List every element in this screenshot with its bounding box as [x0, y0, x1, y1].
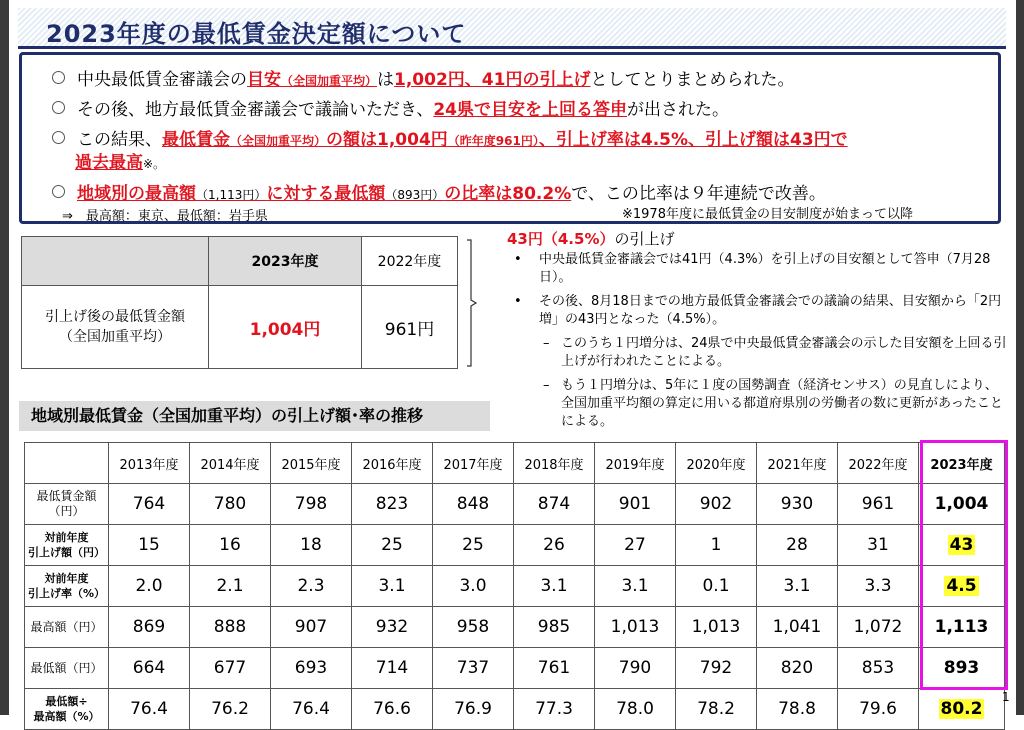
- table-cell: 985: [514, 607, 595, 648]
- text-red-small: （昨年度961円）: [447, 134, 539, 148]
- circle-bullet-icon: [52, 101, 65, 114]
- highlighted-value: 80.2: [940, 699, 983, 719]
- table-cell: 932: [352, 607, 433, 648]
- table-cell: 3.1: [757, 566, 838, 607]
- row-header: 最高額（円）: [25, 607, 109, 648]
- circle-bullet-icon: [52, 71, 65, 84]
- heading-red: 43円（4.5%）: [507, 230, 615, 248]
- row-header-line2: 引上げ率（%）: [27, 587, 106, 600]
- table-cell: 3.3: [838, 566, 919, 607]
- table-cell: 0.1: [676, 566, 757, 607]
- table-cell: 3.1: [595, 566, 676, 607]
- text-red-small: （全国加重平均）: [230, 134, 327, 148]
- table-cell: 761: [514, 648, 595, 689]
- table-cell: 780: [190, 484, 271, 525]
- bullet-dot-icon: •: [514, 294, 522, 309]
- table-row-min: [25, 648, 1005, 689]
- page-number: 1: [1002, 690, 1010, 704]
- circle-bullet-icon: [52, 185, 65, 198]
- table-cell-2023: 1,004: [919, 484, 1005, 525]
- table-cell: 869: [109, 607, 190, 648]
- table-cell: 76.4: [271, 689, 352, 730]
- table-cell: 1,072: [838, 607, 919, 648]
- footnote: ※1978年度に最低賃金の目安制度が始まって以降: [622, 207, 913, 222]
- row-header: [25, 566, 109, 607]
- row-header-line1: 最低賃金額: [36, 489, 97, 503]
- text-red: の比率は80.2%: [444, 184, 572, 204]
- text-red: の額は1,004円: [326, 130, 448, 150]
- year-header: 2018年度: [514, 443, 595, 484]
- text: この結果、: [77, 130, 162, 150]
- row-header-line1: 対前年度: [44, 572, 89, 585]
- year-header: 2022年度: [838, 443, 919, 484]
- year-header: 2017年度: [433, 443, 514, 484]
- table-cell: 1,041: [757, 607, 838, 648]
- table-cell: 1: [676, 525, 757, 566]
- right-bullet-2: その後、8月18日までの地方最低賃金審議会での議論の結果、目安額から「2円増」の43円となった（4.5%）。: [539, 294, 1002, 327]
- text: が出された。: [627, 100, 729, 120]
- table-cell-2023: 893: [919, 648, 1005, 689]
- table-cell: 78.2: [676, 689, 757, 730]
- table-cell: 820: [757, 648, 838, 689]
- row-header-line2: 引上げ額（円）: [28, 546, 105, 559]
- table-row-ratio: [25, 689, 1005, 730]
- highlighted-value: 4.5: [946, 576, 977, 596]
- wage-trend-table: [24, 442, 1005, 730]
- summary-line-2: [52, 95, 729, 120]
- window-frame-right: [1016, 0, 1024, 715]
- summary-line-3b: [75, 148, 165, 173]
- table-row-min-wage: [25, 484, 1005, 525]
- text-red-small: （全国加重平均）: [281, 74, 378, 88]
- year-header: 2021年度: [757, 443, 838, 484]
- table-cell: 26: [514, 525, 595, 566]
- summary-line-3: [52, 125, 848, 150]
- year-header-2023: 2023年度: [919, 443, 1005, 484]
- table-cell: 823: [352, 484, 433, 525]
- page-title: 2023年度の最低賃金決定額について: [46, 20, 467, 48]
- table-row-max: [25, 607, 1005, 648]
- row-header-line1: 最低額÷: [45, 695, 88, 708]
- row-label-line1: 引上げ後の最低賃金額: [45, 309, 185, 325]
- table-cell: 78.8: [757, 689, 838, 730]
- right-sub-2: もう１円増分は、5年に１度の国勢調査（経済センサス）の見直しにより、全国加重平均額の算定に用いる都道府県別の労働者の数に更新があったことによる。: [561, 378, 1003, 429]
- table-cell: 874: [514, 484, 595, 525]
- text: 中央最低賃金審議会の: [77, 70, 247, 90]
- table-cell: 1,013: [595, 607, 676, 648]
- header-row: [25, 443, 1005, 484]
- table-cell: 3.1: [352, 566, 433, 607]
- table-cell: 798: [271, 484, 352, 525]
- row-header: [25, 525, 109, 566]
- text-red: 1,002円、41円の引上げ: [394, 70, 591, 90]
- right-bullet-1: 中央最低賃金審議会では41円（4.3%）を引上げの目安額として答申（7月28日）。: [539, 252, 991, 285]
- table-cell: 76.6: [352, 689, 433, 730]
- table-cell: 18: [271, 525, 352, 566]
- text: としてとりまとめられた。: [590, 70, 795, 90]
- text: で、この比率は９年連続で改善。: [571, 184, 826, 204]
- text-small: （1,113円）: [196, 188, 267, 202]
- table-cell: 677: [190, 648, 271, 689]
- arrow-note: ⇒ 最高額：東京、最低額：岩手県: [62, 209, 268, 224]
- row-label-line2: （全国加重平均）: [59, 329, 171, 345]
- col-2022: 2022年度: [362, 237, 458, 286]
- circle-bullet-icon: [52, 131, 65, 144]
- table-cell: 792: [676, 648, 757, 689]
- table-cell: 2.1: [190, 566, 271, 607]
- table-row-increase-rate: [25, 566, 1005, 607]
- table-cell: 764: [109, 484, 190, 525]
- table-cell: 848: [433, 484, 514, 525]
- row-header-line1: 対前年度: [44, 531, 89, 544]
- right-heading: [507, 228, 675, 249]
- title-bar: [18, 8, 1006, 49]
- year-header: 2015年度: [271, 443, 352, 484]
- small-comparison-table: [21, 236, 458, 369]
- row-header: [25, 689, 109, 730]
- table-cell: 930: [757, 484, 838, 525]
- table-cell-2023: 1,113: [919, 607, 1005, 648]
- row-header-line2: （円）: [48, 504, 85, 518]
- table-cell: 3.0: [433, 566, 514, 607]
- table-cell: 79.6: [838, 689, 919, 730]
- dash-icon: –: [543, 378, 550, 393]
- table-row-increase-amount: [25, 525, 1005, 566]
- value-2022: 961円: [362, 286, 458, 369]
- text-red: 過去最高: [75, 153, 143, 173]
- text-red: 、引上げ率は4.5%、引上げ額は43円で: [538, 130, 848, 150]
- table-cell-2023: [919, 689, 1005, 730]
- text-red: 24県で目安を上回る答申: [433, 100, 627, 120]
- text-red: 目安: [247, 70, 281, 90]
- year-header: 2013年度: [109, 443, 190, 484]
- table-cell: 1,013: [676, 607, 757, 648]
- year-header: 2020年度: [676, 443, 757, 484]
- heading-rest: の引上げ: [614, 230, 675, 248]
- year-header: 2014年度: [190, 443, 271, 484]
- table-cell: 2.3: [271, 566, 352, 607]
- table-cell: 888: [190, 607, 271, 648]
- text-red: に対する最低額: [266, 184, 386, 204]
- table-cell: 76.9: [433, 689, 514, 730]
- table-cell: 714: [352, 648, 433, 689]
- dash-icon: –: [543, 336, 550, 351]
- table-cell: 664: [109, 648, 190, 689]
- table-cell: 961: [838, 484, 919, 525]
- text: ※。: [143, 157, 166, 171]
- table-cell: 853: [838, 648, 919, 689]
- table-cell: 902: [676, 484, 757, 525]
- year-header: 2016年度: [352, 443, 433, 484]
- text: は: [377, 70, 395, 90]
- section-title: 地域別最低賃金（全国加重平均）の引上げ額･率の推移: [19, 401, 490, 431]
- col-2023: 2023年度: [209, 237, 362, 286]
- highlighted-value: 43: [949, 535, 974, 555]
- summary-line-4: [52, 179, 826, 204]
- table-cell: 27: [595, 525, 676, 566]
- year-header: 2019年度: [595, 443, 676, 484]
- bullet-dot-icon: •: [514, 252, 522, 267]
- table-cell: 958: [433, 607, 514, 648]
- summary-box: [19, 52, 1001, 224]
- table-cell: 2.0: [109, 566, 190, 607]
- row-header: [25, 484, 109, 525]
- table-cell: 790: [595, 648, 676, 689]
- table-cell: 31: [838, 525, 919, 566]
- table-cell: 76.4: [109, 689, 190, 730]
- table-cell: 25: [433, 525, 514, 566]
- table-cell: 76.2: [190, 689, 271, 730]
- table-cell: 15: [109, 525, 190, 566]
- right-sub-1: このうち１円増分は、24県で中央最低賃金審議会の示した目安額を上回る引上げが行われたことによる。: [561, 336, 1007, 369]
- table-cell: 16: [190, 525, 271, 566]
- table-cell: 737: [433, 648, 514, 689]
- text: その後、地方最低賃金審議会で議論いただき、: [77, 100, 434, 120]
- row-header-line2: 最高額（%）: [33, 710, 100, 723]
- value-2023: 1,004円: [209, 286, 362, 369]
- table-cell: 78.0: [595, 689, 676, 730]
- table-cell: 901: [595, 484, 676, 525]
- summary-line-1: [52, 65, 794, 90]
- table-cell: 907: [271, 607, 352, 648]
- table-cell: 25: [352, 525, 433, 566]
- brace-icon: [465, 238, 477, 368]
- window-frame-left: [0, 0, 9, 715]
- text-red: 地域別の最高額: [77, 184, 196, 204]
- corner-cell: [25, 443, 109, 484]
- table-cell: 28: [757, 525, 838, 566]
- row-header: 最低額（円）: [25, 648, 109, 689]
- row-label: [22, 286, 209, 369]
- table-cell: 3.1: [514, 566, 595, 607]
- table-cell: 693: [271, 648, 352, 689]
- corner-cell: [22, 237, 209, 286]
- text-red: 最低賃金: [162, 130, 230, 150]
- table-cell: 77.3: [514, 689, 595, 730]
- text-small: （893円）: [385, 188, 445, 202]
- highlight-frame-2023: [920, 440, 1008, 690]
